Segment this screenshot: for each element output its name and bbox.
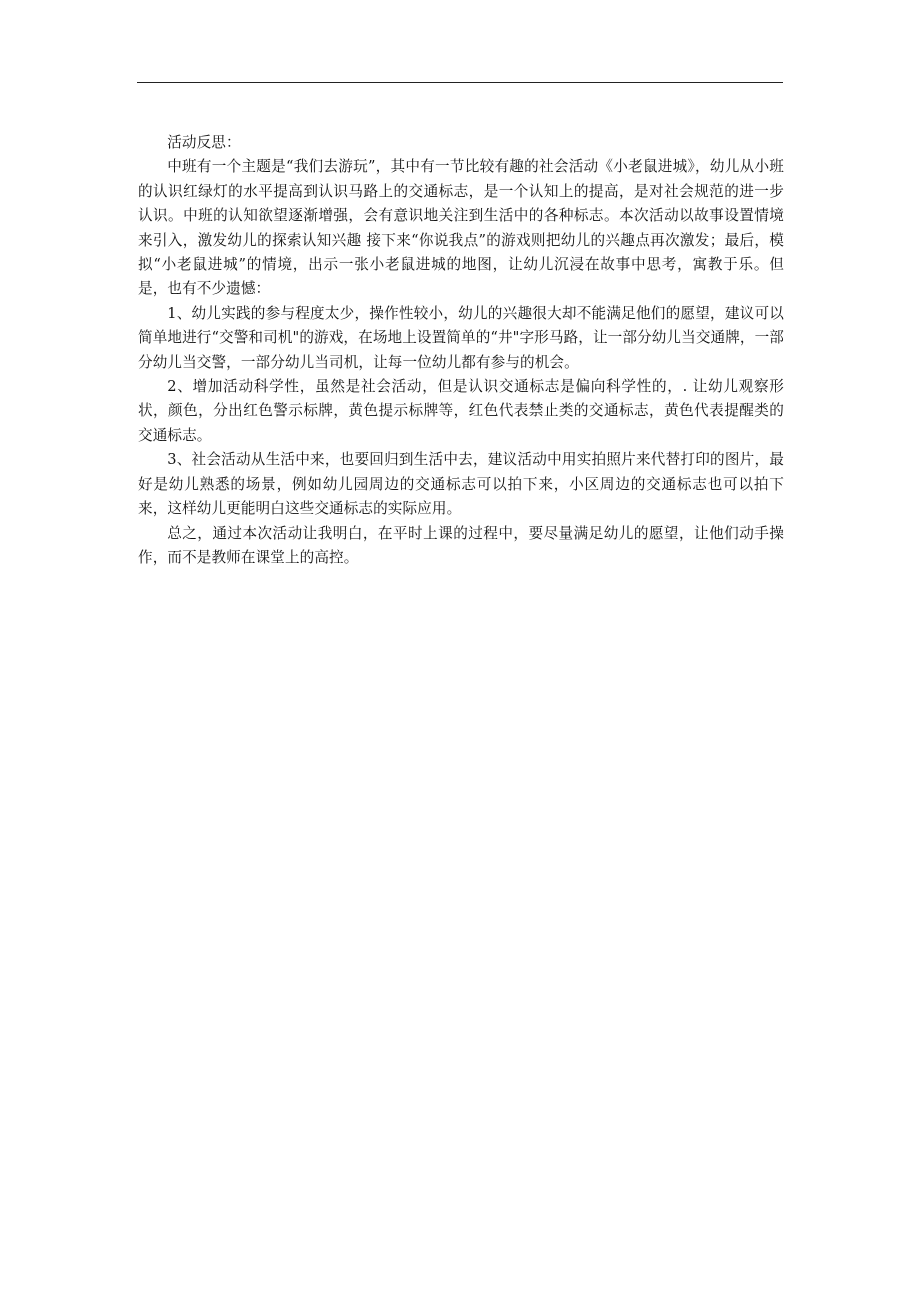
paragraph-point-3: 3、社会活动从生活中来，也要回归到生活中去，建议活动中用实拍照片来代替打印的图片，最好是幼儿熟悉的场景，例如幼儿园周边的交通标志可以拍下来，小区周边的交通标志也可以拍下来，这样幼儿更能明白这些交通标志的实际应用。 [138, 451, 784, 518]
paragraph-intro: 中班有一个主题是“我们去游玩”，其中有一节比较有趣的社会活动《小老鼠进城》，幼儿从小班的认识红绿灯的水平提高到认识马路上的交通标志，是一个认知上的提高，是对社会规范的进一步认识。中班的认知欲望逐渐增强，会有意识地关注到生活中的各种标志。本次活动以故事设置情境来引入，激发幼儿的探索认知兴趣 接下来“你说我点”的游戏则把幼儿的兴趣点再次激发；最后，模拟“小老鼠进城”的情境，出示一张小老鼠进城的地图，让幼儿沉浸在故事中思考，寓教于乐。但是，也有不少遗憾： [138, 158, 784, 298]
section-heading: 活动反思： [167, 134, 241, 151]
paragraph-point-2: 2、增加活动科学性，虽然是社会活动，但是认识交通标志是偏向科学性的，. 让幼儿观察形状，颜色，分出红色警示标牌，黄色提示标牌等，红色代表禁止类的交通标志，黄色代表提醒类的交通标志。 [138, 378, 784, 444]
paragraph-point-1: 1、幼儿实践的参与程度太少，操作性较小，幼儿的兴趣很大却不能满足他们的愿望，建议可以简单地进行“交警和司机"的游戏，在场地上设置简单的“井"字形马路，让一部分幼儿当交通牌，一部分幼儿当交警，一部分幼儿当司机，让每一位幼儿都有参与的机会。 [138, 304, 784, 371]
document-body [138, 131, 784, 570]
header-rule [137, 82, 783, 83]
paragraph-conclusion: 总之，通过本次活动让我明白，在平时上课的过程中，要尽量满足幼儿的愿望，让他们动手操作，而不是教师在课堂上的高控。 [138, 524, 784, 566]
